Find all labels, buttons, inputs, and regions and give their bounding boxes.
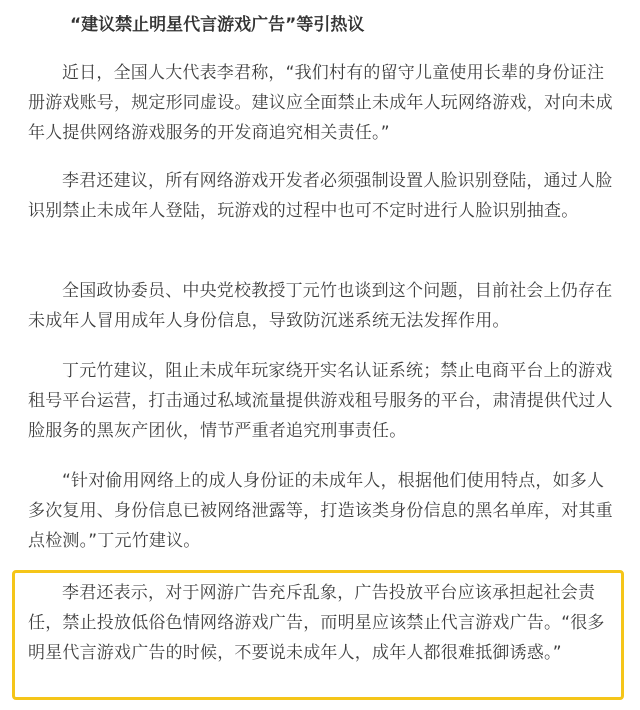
article-paragraph: 全国政协委员、中央党校教授丁元竹也谈到这个问题，目前社会上仍存在未成年人冒用成年人身份信息，导致防沉迷系统无法发挥作用。 (28, 281, 613, 331)
article-paragraph: 李君还建议，所有网络游戏开发者必须强制设置人脸识别登陆，通过人脸识别禁止未成年人登陆，玩游戏的过程中也可不定时进行人脸识别抽查。 (28, 171, 613, 221)
highlighted-paragraph: 李君还表示，对于网游广告充斥乱象，广告投放平台应该承担起社会责任，禁止投放低俗色情网络游戏广告，而明星应该禁止代言游戏广告。“很多明星代言游戏广告的时候，不要说未成年人，成年人都很难抵御诱惑。” (28, 583, 605, 663)
article-heading: “建议禁止明星代言游戏广告”等引热议 (70, 15, 365, 35)
article-paragraph: “针对偷用网络上的成人身份证的未成年人，根据他们使用特点，如多人多次复用、身份信息已被网络泄露等，打造该类身份信息的黑名单库，对其重点检测。”丁元竹建议。 (28, 471, 613, 551)
article-paragraph: 近日，全国人大代表李君称，“我们村有的留守儿童使用长辈的身份证注册游戏账号，规定形同虚设。建议应全面禁止未成年人玩网络游戏，对向未成年人提供网络游戏服务的开发商追究相关责任。” (28, 63, 613, 143)
article-paragraph: 丁元竹建议，阻止未成年玩家绕开实名认证系统；禁止电商平台上的游戏租号平台运营，打击通过私域流量提供游戏租号服务的平台，肃清提供代过人脸服务的黑灰产团伙，情节严重者追究刑事责任。 (28, 361, 613, 441)
